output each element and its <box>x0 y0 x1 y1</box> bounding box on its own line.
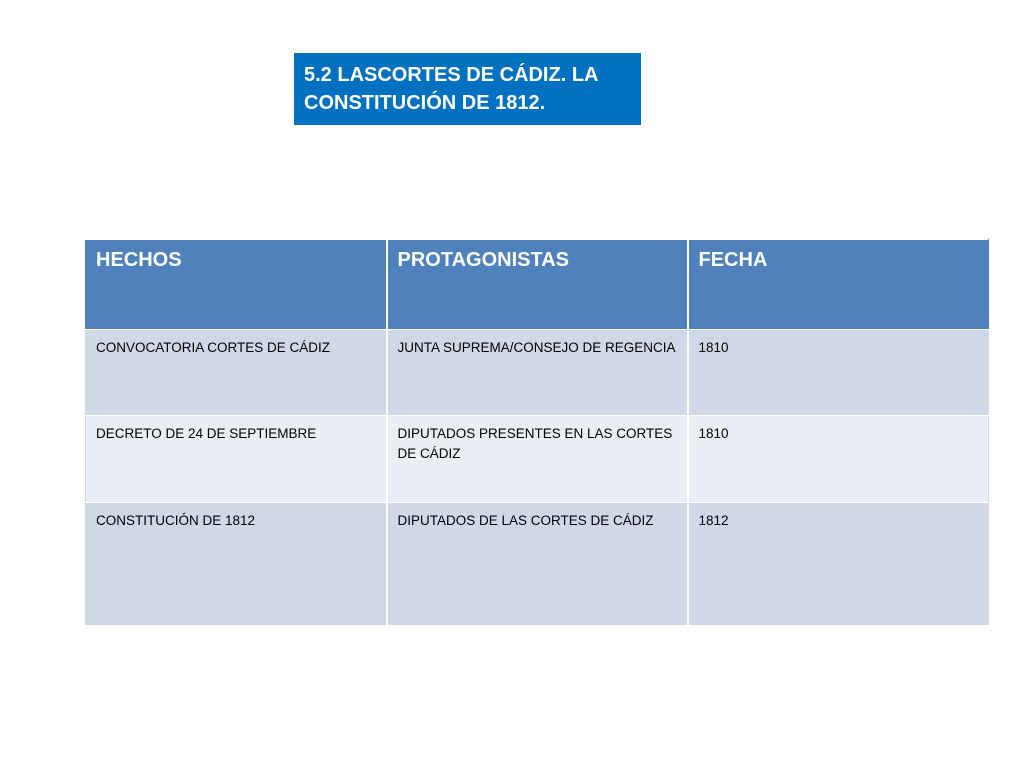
table-cell-hecho: CONSTITUCIÓN DE 1812 <box>86 503 387 625</box>
slide-title <box>294 53 641 125</box>
table-cell-fecha: 1812 <box>688 503 989 625</box>
slide-title-line-1: 5.2 LASCORTES DE CÁDIZ. LA <box>304 64 599 86</box>
table-header-row <box>86 240 989 330</box>
table-cell-protagonistas: JUNTA SUPREMA/CONSEJO DE REGENCIA <box>387 330 688 416</box>
column-header-fecha: FECHA <box>688 240 989 330</box>
table-cell-fecha: 1810 <box>688 416 989 503</box>
table-cell-protagonistas: DIPUTADOS PRESENTES EN LAS CORTES DE CÁDIZ <box>387 416 688 503</box>
column-header-hechos: HECHOS <box>86 240 387 330</box>
table-cell-hecho: DECRETO DE 24 DE SEPTIEMBRE <box>86 416 387 503</box>
events-table <box>85 239 989 625</box>
table-row <box>86 416 989 503</box>
table-row <box>86 330 989 416</box>
table-row <box>86 503 989 625</box>
column-header-protagonistas: PROTAGONISTAS <box>387 240 688 330</box>
table-cell-fecha: 1810 <box>688 330 989 416</box>
table-cell-protagonistas: DIPUTADOS DE LAS CORTES DE CÁDIZ <box>387 503 688 625</box>
slide-title-line-2: CONSTITUCIÓN DE 1812. <box>304 92 546 114</box>
table-cell-hecho: CONVOCATORIA CORTES DE CÁDIZ <box>86 330 387 416</box>
